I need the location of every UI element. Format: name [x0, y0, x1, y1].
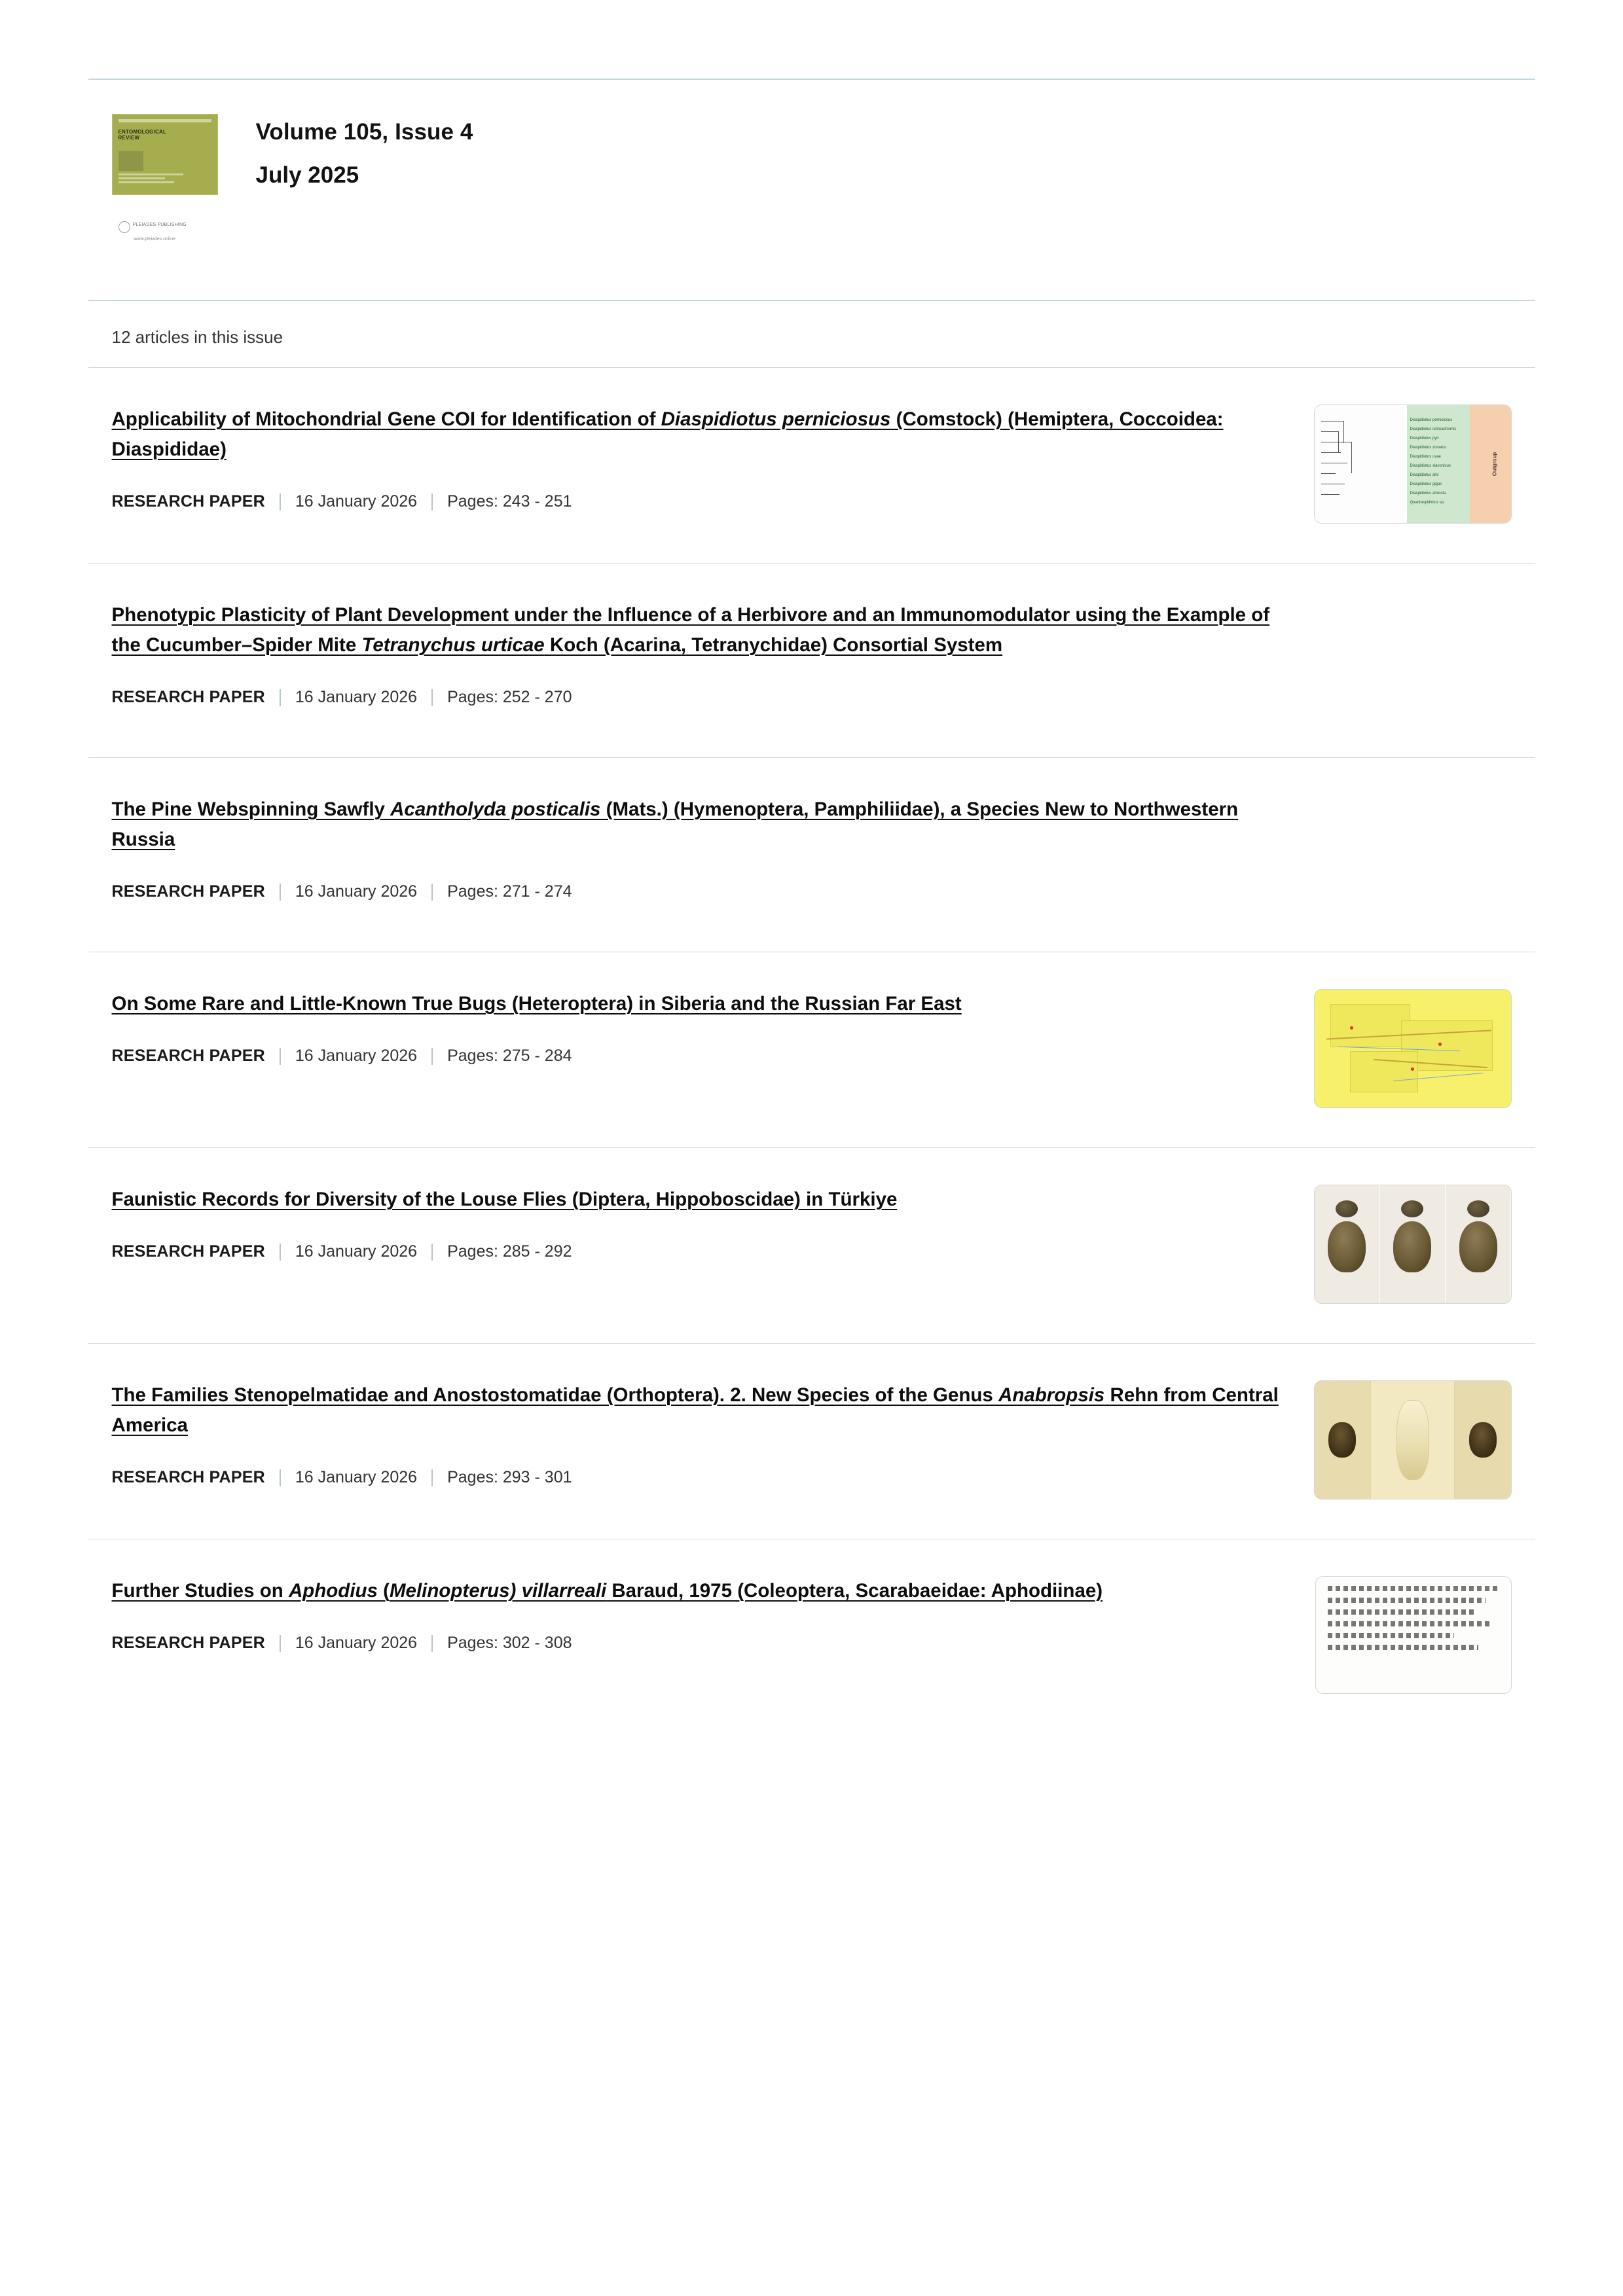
meta-separator	[280, 1469, 281, 1486]
article-main	[112, 1576, 1315, 1653]
article-main	[112, 989, 1314, 1066]
article-date: 16 January 2026	[295, 1242, 418, 1261]
article-main	[112, 1185, 1314, 1261]
publisher-name: PLEIADES PUBLISHING	[132, 223, 187, 227]
article-title-link[interactable]: Phenotypic Plasticity of Plant Development under the Influence of a Herbivore and an Immunomodulator using the Example of the Cucumber–Spider Mite Tetranychus urticae Koch (Acarina, Tetranychidae) Consortial System	[111, 604, 1270, 656]
article-thumbnail-placeholder	[1315, 600, 1512, 718]
article-main	[112, 404, 1314, 511]
meta-separator	[280, 689, 281, 706]
meta-separator	[431, 1244, 433, 1261]
article-meta	[112, 1047, 1288, 1066]
article-title-link[interactable]: Applicability of Mitochondrial Gene COI for Identification of Diaspidiotus perniciosus (Comstock) (Hemiptera, Coccoidea: Diaspididae)	[111, 408, 1224, 460]
article-pages: Pages: 293 - 301	[447, 1468, 572, 1486]
article-thumbnail-distribution-map[interactable]	[1314, 989, 1512, 1108]
article-type-label: RESEARCH PAPER	[111, 882, 265, 901]
meta-separator	[280, 884, 281, 901]
article-list	[88, 367, 1535, 1733]
article-meta	[112, 1468, 1288, 1487]
cover-journal-title: ENTOMOLOGICAL REVIEW	[118, 129, 166, 141]
article-pages: Pages: 302 - 308	[447, 1634, 572, 1652]
list-item[interactable]	[88, 1147, 1535, 1343]
article-meta	[112, 882, 1289, 901]
article-pages: Pages: 252 - 270	[447, 688, 572, 706]
article-date: 16 January 2026	[295, 1634, 418, 1652]
meta-separator	[431, 493, 433, 511]
article-count-label: 12 articles in this issue	[111, 327, 283, 347]
list-item[interactable]	[88, 367, 1535, 563]
list-item[interactable]	[88, 1539, 1535, 1733]
article-type-label: RESEARCH PAPER	[111, 688, 265, 706]
meta-separator	[280, 1635, 281, 1652]
article-date: 16 January 2026	[295, 882, 418, 901]
list-item[interactable]	[88, 952, 1535, 1147]
article-date: 16 January 2026	[295, 492, 418, 511]
article-thumbnail-specimen-label[interactable]	[1315, 1576, 1512, 1694]
publisher-website: www.pleiades.online	[134, 237, 175, 242]
article-date: 16 January 2026	[295, 1468, 418, 1486]
meta-separator	[280, 493, 281, 511]
meta-separator	[431, 689, 433, 706]
publisher-mark-icon	[119, 221, 130, 233]
article-meta	[112, 492, 1288, 511]
article-thumbnail-phylogenetic-tree[interactable]: Diaspidiotus perniciosus Diaspidiotus ostreaeformis Diaspidiotus pyri Diaspidiotus zonatus Diaspidiotus uvae Diaspidiotus slavonicus Diaspidiotus alni Diaspidiotus gigas Diaspidiotus alnicola Quadraspidiotus sp. Outgroup	[1314, 404, 1512, 524]
article-type-label: RESEARCH PAPER	[111, 1047, 265, 1065]
article-title-link[interactable]: On Some Rare and Little-Known True Bugs (Heteroptera) in Siberia and the Russian Far East	[111, 993, 962, 1014]
volume-issue-label: Volume 105, Issue 4	[255, 119, 473, 145]
meta-separator	[431, 884, 433, 901]
article-type-label: RESEARCH PAPER	[111, 492, 265, 511]
article-meta	[112, 1242, 1288, 1261]
cover-thumbnail-image	[112, 114, 218, 195]
article-type-label: RESEARCH PAPER	[111, 1468, 265, 1486]
article-meta	[112, 688, 1289, 707]
article-pages: Pages: 271 - 274	[447, 882, 572, 901]
meta-separator	[431, 1635, 433, 1652]
article-pages: Pages: 243 - 251	[447, 492, 572, 511]
list-item[interactable]	[88, 757, 1535, 952]
meta-separator	[431, 1469, 433, 1486]
article-title-link[interactable]: Faunistic Records for Diversity of the Louse Flies (Diptera, Hippoboscidae) in Türkiye	[111, 1189, 898, 1210]
article-meta	[112, 1634, 1289, 1653]
article-main	[112, 600, 1315, 707]
meta-separator	[280, 1048, 281, 1065]
article-title-link[interactable]: The Families Stenopelmatidae and Anostostomatidae (Orthoptera). 2. New Species of the Genus Anabropsis Rehn from Central America	[111, 1384, 1279, 1436]
journal-cover[interactable]	[112, 114, 217, 254]
article-date: 16 January 2026	[295, 688, 418, 706]
article-type-label: RESEARCH PAPER	[111, 1634, 265, 1652]
article-type-label: RESEARCH PAPER	[111, 1242, 265, 1261]
meta-separator	[280, 1244, 281, 1261]
meta-separator	[431, 1048, 433, 1065]
issue-masthead	[88, 80, 1535, 293]
article-thumbnail-louse-fly-specimens[interactable]	[1314, 1185, 1512, 1304]
issue-date-label: July 2025	[255, 162, 359, 188]
issue-heading	[256, 114, 473, 188]
article-date: 16 January 2026	[295, 1047, 418, 1065]
article-pages: Pages: 285 - 292	[447, 1242, 572, 1261]
article-main	[112, 795, 1315, 901]
article-pages: Pages: 275 - 284	[447, 1047, 572, 1065]
article-thumbnail-orthoptera-specimens[interactable]	[1314, 1380, 1512, 1499]
article-title-link[interactable]: The Pine Webspinning Sawfly Acantholyda posticalis (Mats.) (Hymenoptera, Pamphiliidae), a Species New to Northwestern Russia	[111, 798, 1239, 850]
article-thumbnail-placeholder	[1315, 795, 1512, 912]
publisher-logo-block	[112, 217, 217, 254]
thumbnail-side-label: Outgroup	[1491, 452, 1498, 476]
article-main	[112, 1380, 1314, 1487]
list-item[interactable]	[88, 563, 1535, 757]
article-title-link[interactable]: Further Studies on Aphodius (Melinopterus) villarreali Baraud, 1975 (Coleoptera, Scarabaeidae: Aphodiinae)	[111, 1580, 1103, 1602]
page-content	[88, 0, 1535, 1733]
list-item[interactable]	[88, 1343, 1535, 1539]
